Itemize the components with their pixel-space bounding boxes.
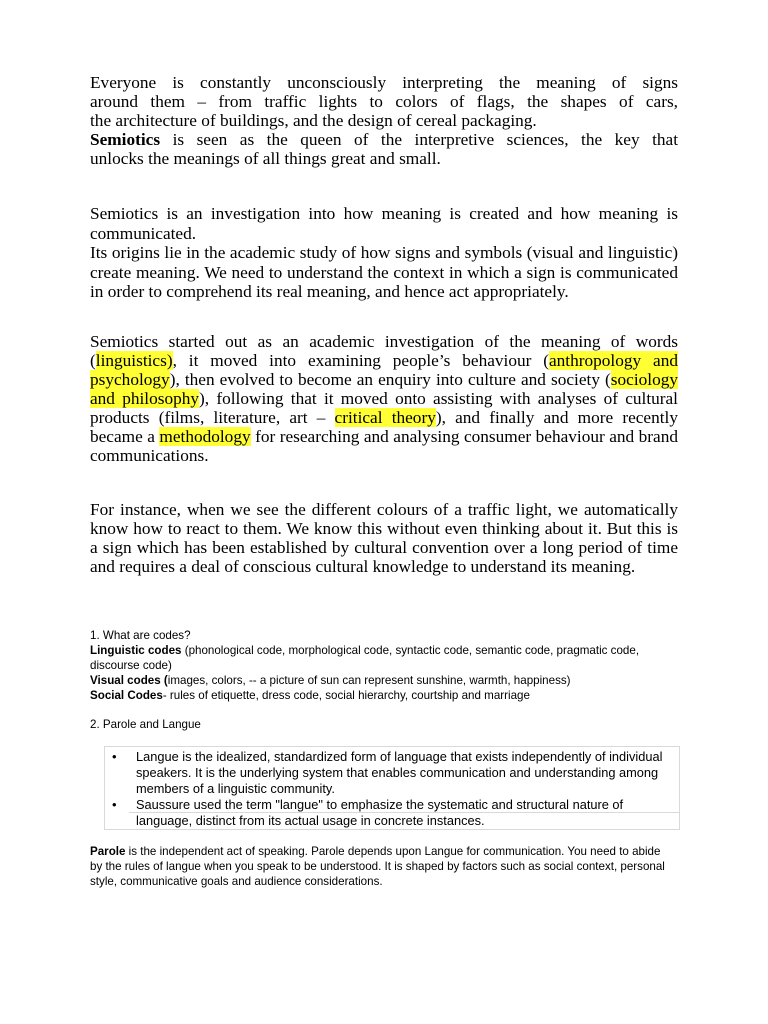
codes-heading: 1. What are codes? (90, 629, 191, 642)
history-paragraph (90, 332, 678, 465)
history-text: ), following that it moved onto assisting with analyses of cultural products (films, literature, art – (90, 389, 678, 427)
definition-paragraph (90, 204, 678, 302)
parole-langue-heading: 2. Parole and Langue (90, 718, 201, 731)
history-text: ), then evolved to become an enquiry into culture and society ( (169, 370, 611, 389)
saussure-bullet-text: Saussure used the term "langue" to emphasize the systematic and structural nature of language, distinct from its actual usage in concrete instances. (136, 797, 624, 829)
highlight-sociology: sociology and philosophy (90, 370, 678, 408)
langue-bullet-table (104, 746, 680, 830)
highlight-anthropology: anthropology and psychology (90, 351, 678, 389)
linguistic-codes-text: (phonological code, morphological code, syntactic code, semantic code, pragmatic code, discourse code) (90, 644, 640, 672)
history-text: Semiotics started out as an academic investigation of the meaning of words ( (90, 332, 678, 370)
origins-sentence: Its origins lie in the academic study of how signs and symbols (visual and linguistic) create meaning. We need to understand the context in which a sign is communicated in order to comprehend its real meaning, and hence act appropriately. (90, 243, 678, 302)
parole-paragraph (90, 844, 670, 889)
social-codes-label: Social Codes (90, 689, 163, 702)
history-text: , it moved into examining people’s behaviour ( (172, 351, 549, 370)
intro-line: around them – from traffic lights to colors of flags, the shapes of cars, (90, 92, 678, 111)
definition-sentence: Semiotics is an investigation into how meaning is created and how meaning is communicated. (90, 204, 678, 243)
traffic-light-text: For instance, when we see the different colours of a traffic light, we automatically know how to react to them. We know this without even thinking about it. But this is a sign which has been established by cultural convention over a long period of time and requires a deal of conscious cultural knowledge to understand its meaning. (90, 500, 678, 576)
parole-label: Parole (90, 845, 126, 858)
intro-line: is seen as the queen of the interpretive sciences, the key that (160, 130, 678, 149)
highlight-critical-theory: critical theory (334, 408, 436, 427)
traffic-light-paragraph (90, 500, 678, 576)
intro-line: the architecture of buildings, and the design of cereal packaging. (90, 111, 537, 130)
social-codes-text: - rules of etiquette, dress code, social hierarchy, courtship and marriage (162, 689, 530, 702)
semiotics-term: Semiotics (90, 130, 161, 149)
highlight-methodology: methodology (159, 427, 251, 446)
codes-section (90, 628, 690, 703)
history-text: ), and finally and more recently became a (90, 408, 678, 446)
highlight-linguistics: linguistics) (95, 351, 173, 370)
intro-line: unlocks the meanings of all things great and small. (90, 149, 441, 168)
linguistic-codes-label: Linguistic codes (90, 644, 182, 657)
bullet-icon: • (112, 797, 117, 812)
parole-langue-heading-block (90, 717, 690, 732)
intro-paragraph (90, 73, 678, 168)
intro-line: Everyone is constantly unconsciously interpreting the meaning of signs (90, 73, 678, 92)
history-text: for researching and analysing consumer behaviour and brand communications. (90, 427, 679, 465)
parole-text: is the independent act of speaking. Parole depends upon Langue for communication. You need to abide by the rules of langue when you speak to be understood. It is shaped by factors such as social context, personal style, communicative goals and audience considerations. (90, 845, 665, 888)
bullet-icon: • (112, 749, 117, 764)
langue-bullet-text: Langue is the idealized, standardized form of language that exists independently of individual speakers. It is the underlying system that enables communication and understanding among members of a linguistic community. (136, 749, 663, 797)
visual-codes-label: Visual codes ( (90, 674, 168, 687)
visual-codes-text: images, colors, -- a picture of sun can represent sunshine, warmth, happiness) (167, 674, 571, 687)
